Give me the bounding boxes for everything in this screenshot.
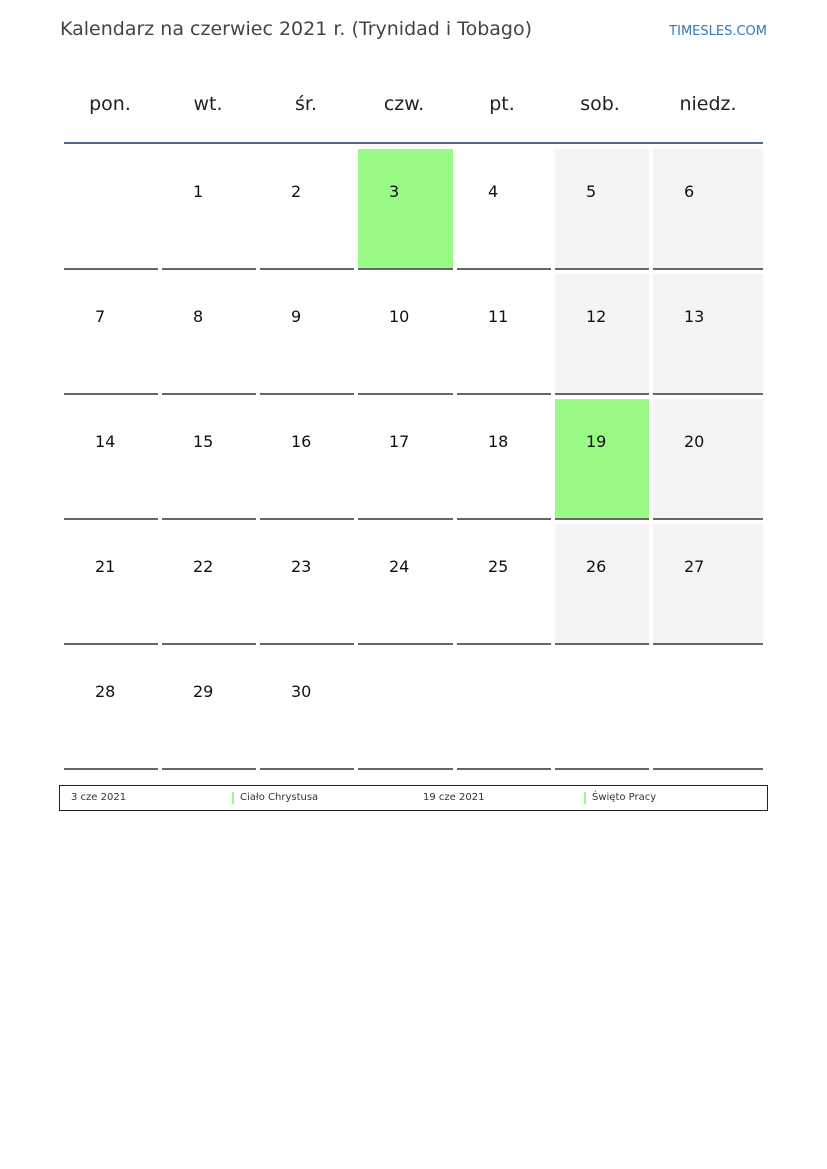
day-number: 12 xyxy=(586,307,607,326)
legend-name-1: Ciało Chrystusa xyxy=(240,792,319,803)
day-cell xyxy=(457,524,551,645)
day-cell xyxy=(358,274,453,395)
day-number: 29 xyxy=(193,682,214,701)
day-number: 14 xyxy=(95,432,116,451)
day-cell xyxy=(64,149,158,270)
day-cell xyxy=(653,399,763,520)
weekday-header: niedz. xyxy=(679,93,737,115)
day-number: 18 xyxy=(488,432,509,451)
day-cell xyxy=(260,524,354,645)
day-cell xyxy=(457,399,551,520)
day-cell xyxy=(64,524,158,645)
weekday-header: śr. xyxy=(294,93,317,115)
day-number: 13 xyxy=(684,307,705,326)
day-number: 27 xyxy=(684,557,705,576)
weekday-header: pt. xyxy=(489,93,515,115)
legend-date-1: 3 cze 2021 xyxy=(71,792,127,803)
weekday-header: pon. xyxy=(89,93,131,115)
day-cell xyxy=(162,399,256,520)
day-number: 19 xyxy=(586,432,607,451)
day-cell xyxy=(653,274,763,395)
day-cell xyxy=(64,399,158,520)
day-number: 9 xyxy=(291,307,302,326)
day-number: 20 xyxy=(684,432,705,451)
day-cell xyxy=(162,149,256,270)
day-number: 24 xyxy=(389,557,410,576)
day-cell xyxy=(260,649,354,770)
day-number: 4 xyxy=(488,182,499,201)
brand-link[interactable]: TIMESLES.COM xyxy=(669,24,767,39)
day-number: 7 xyxy=(95,307,106,326)
legend-swatch-1 xyxy=(232,792,234,804)
day-number: 16 xyxy=(291,432,312,451)
day-cell xyxy=(260,274,354,395)
weekday-header: sob. xyxy=(580,93,620,115)
day-number: 21 xyxy=(95,557,116,576)
day-cell xyxy=(457,149,551,270)
day-number: 30 xyxy=(291,682,312,701)
weekday-header-row xyxy=(62,80,765,130)
day-cell xyxy=(555,274,649,395)
weekday-header: czw. xyxy=(383,93,425,115)
day-cell xyxy=(555,649,649,770)
day-number: 3 xyxy=(389,182,400,201)
day-number: 6 xyxy=(684,182,695,201)
day-cell xyxy=(358,149,453,270)
day-cell xyxy=(457,274,551,395)
day-number: 5 xyxy=(586,182,597,201)
day-cell xyxy=(555,524,649,645)
page-title: Kalendarz na czerwiec 2021 r. (Trynidad i Tobago) xyxy=(60,18,533,40)
legend-date-2: 19 cze 2021 xyxy=(423,792,485,803)
day-number: 28 xyxy=(95,682,116,701)
holiday-legend xyxy=(59,785,768,811)
header-divider xyxy=(64,142,763,144)
day-cell xyxy=(358,399,453,520)
day-number: 17 xyxy=(389,432,410,451)
day-number: 15 xyxy=(193,432,214,451)
day-cell xyxy=(260,149,354,270)
day-number: 26 xyxy=(586,557,607,576)
day-cell xyxy=(64,274,158,395)
day-cell xyxy=(457,649,551,770)
weekday-header: wt. xyxy=(193,93,223,115)
day-cell xyxy=(162,274,256,395)
day-cell xyxy=(653,149,763,270)
day-number: 25 xyxy=(488,557,509,576)
day-number: 8 xyxy=(193,307,204,326)
day-cell xyxy=(653,524,763,645)
day-cell xyxy=(260,399,354,520)
day-number: 10 xyxy=(389,307,410,326)
legend-swatch-2 xyxy=(584,792,586,804)
day-number: 23 xyxy=(291,557,312,576)
day-number: 11 xyxy=(488,307,509,326)
day-cell xyxy=(653,649,763,770)
day-cell xyxy=(358,524,453,645)
day-cell xyxy=(555,149,649,270)
legend-name-2: Święto Pracy xyxy=(592,792,657,803)
day-number: 22 xyxy=(193,557,214,576)
day-cell xyxy=(358,649,453,770)
day-cell xyxy=(162,649,256,770)
day-cell xyxy=(162,524,256,645)
day-cell xyxy=(555,399,649,520)
day-cell xyxy=(64,649,158,770)
day-number: 1 xyxy=(193,182,204,201)
day-number: 2 xyxy=(291,182,302,201)
